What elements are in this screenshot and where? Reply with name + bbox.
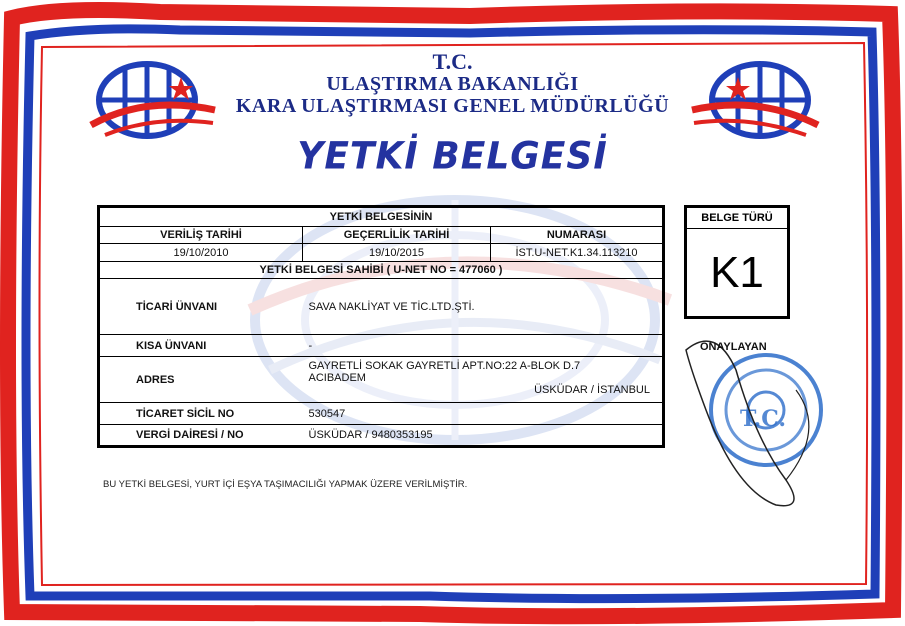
header-ministry: ULAŞTIRMA BAKANLIĞI <box>326 73 579 95</box>
address-line1: GAYRETLİ SOKAK GAYRETLİ APT.NO:22 A-BLOK D.7 <box>308 360 581 372</box>
approval-label: ONAYLAYAN <box>700 341 767 353</box>
short-name-label: KISA ÜNVANI <box>99 335 303 357</box>
issue-date-value: 19/10/2010 <box>99 244 303 262</box>
svg-text:T.C.: T.C. <box>740 406 786 432</box>
certificate-number-value: İST.U-NET.K1.34.113210 <box>491 244 664 262</box>
address-line2: ACIBADEM <box>308 372 366 384</box>
tax-value: ÜSKÜDAR / 9480353195 <box>303 425 664 447</box>
document-type-label: BELGE TÜRÜ <box>687 208 787 229</box>
address-value <box>303 357 664 403</box>
official-seal-icon <box>676 330 836 520</box>
tax-label: VERGİ DAİRESİ / NO <box>99 425 303 447</box>
footnote: BU YETKİ BELGESİ, YURT İÇİ EŞYA TAŞIMACILIĞI YAPMAK ÜZERE VERİLMİŞTİR. <box>103 479 468 490</box>
section-title: YETKİ BELGESİNİN <box>99 207 664 227</box>
issue-date-header: VERİLİŞ TARİHİ <box>99 227 303 244</box>
validity-date-header: GEÇERLİLİK TARİHİ <box>303 227 491 244</box>
address-district: ÜSKÜDAR / İSTANBUL <box>534 384 650 396</box>
owner-title: YETKİ BELGESİ SAHİBİ ( U-NET NO = 477060 ) <box>99 262 664 279</box>
document-title: YETKİ BELGESİ <box>297 134 608 179</box>
document-type-value: K1 <box>710 248 764 297</box>
validity-date-value: 19/10/2015 <box>303 244 491 262</box>
registry-value: 530547 <box>303 403 664 425</box>
document-type-box <box>684 205 790 319</box>
registry-label: TİCARET SİCİL NO <box>99 403 303 425</box>
header-directorate: KARA ULAŞTIRMASI GENEL MÜDÜRLÜĞÜ <box>235 95 670 117</box>
number-header: NUMARASI <box>491 227 664 244</box>
trade-name-value: SAVA NAKLİYAT VE TİC.LTD.ŞTİ. <box>303 279 664 335</box>
trade-name-label: TİCARİ ÜNVANI <box>99 279 303 335</box>
short-name-value: - <box>303 335 664 357</box>
header-republic: T.C. <box>432 49 473 74</box>
certificate-table <box>97 205 665 448</box>
address-label: ADRES <box>99 357 303 403</box>
